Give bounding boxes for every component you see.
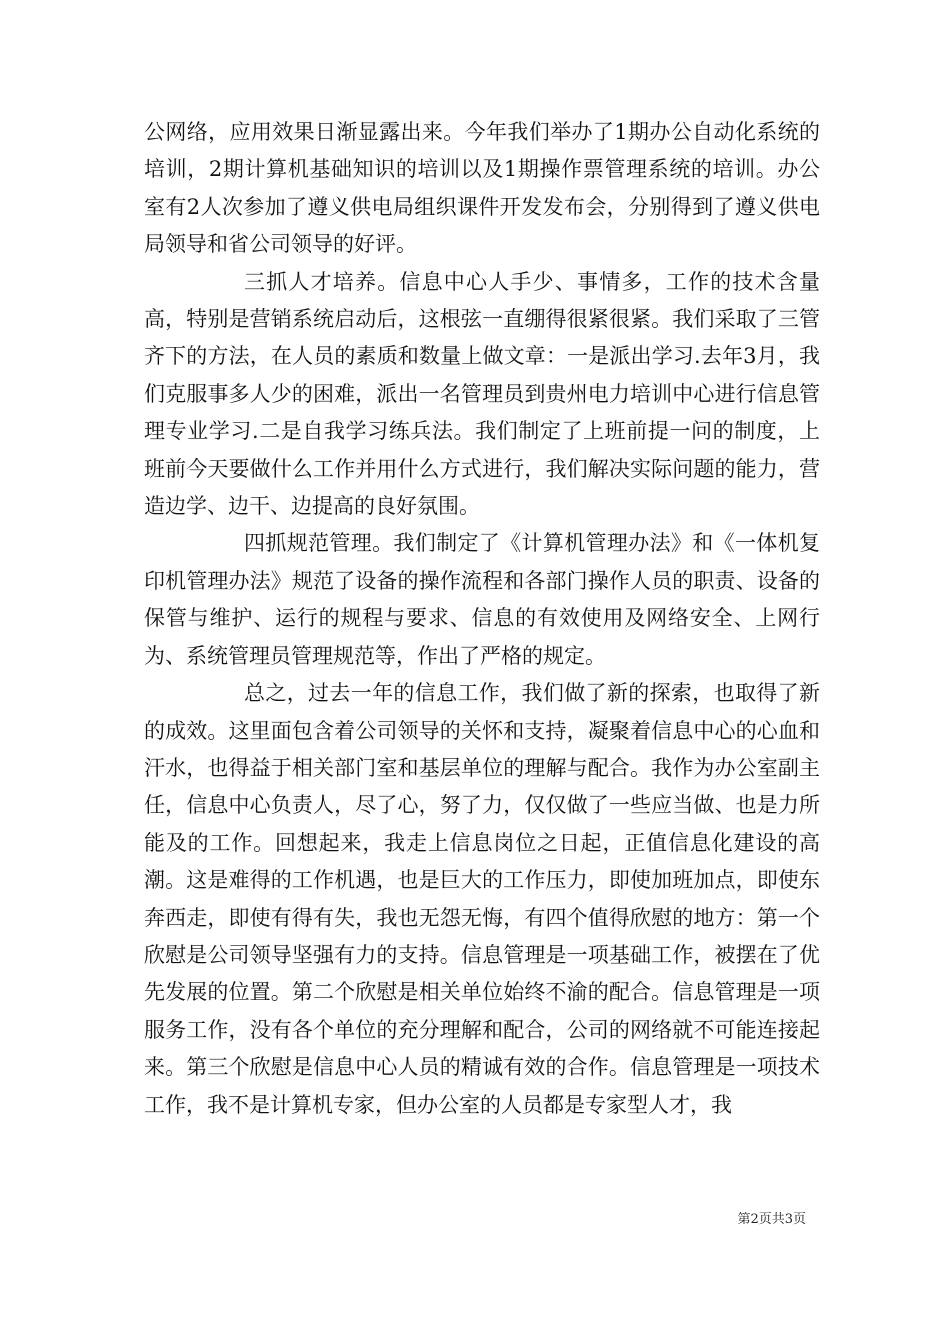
- paragraph-standard-management: 四抓规范管理。我们制定了《计算机管理办法》和《一体机复印机管理办法》规范了设备的操作流程和各部门操作人员的职责、设备的保管与维护、运行的规程与要求、信息的有效使用及网络安全、上网行为、系统管理员管理规范等，作出了严格的规定。: [144, 531, 820, 668]
- paragraph-summary: 总之，过去一年的信息工作，我们做了新的探索，也取得了新的成效。这里面包含着公司领导的关怀和支持，凝聚着信息中心的心血和汗水，也得益于相关部门室和基层单位的理解与配合。我作为办公室副主任，信息中心负责人，尽了心，努了力，仅仅做了一些应当做、也是力所能及的工作。回想起来，我走上信息岗位之日起，正值信息化建设的高潮。这是难得的工作机遇，也是巨大的工作压力，即使加班加点，即使东奔西走，即使有得有失，我也无怨无悔，有四个值得欣慰的地方：第一个欣慰是公司领导坚强有力的支持。信息管理是一项基础工作，被摆在了优先发展的位置。第二个欣慰是相关单位始终不渝的配合。信息管理是一项服务工作，没有各个单位的充分理解和配合，公司的网络就不可能连接起来。第三个欣慰是信息中心人员的精诚有效的合作。信息管理是一项技术工作，我不是计算机专家，但办公室的人员都是专家型人才，我: [144, 681, 820, 1117]
- paragraph-talent-training: 三抓人才培养。信息中心人手少、事情多，工作的技术含量高，特别是营销系统启动后，这根弦一直绷得很紧很紧。我们采取了三管齐下的方法，在人员的素质和数量上做文章：一是派出学习.去年3月，我们克服事多人少的困难，派出一名管理员到贵州电力培训中心进行信息管理专业学习.二是自我学习练兵法。我们制定了上班前提一问的制度，上班前今天要做什么工作并用什么方式进行，我们解决实际问题的能力，营造边学、边干、边提高的良好氛围。: [144, 269, 820, 519]
- page-number-footer: 第2页共3页: [737, 1212, 806, 1227]
- document-body: [144, 114, 820, 1124]
- paragraph-1: 公网络，应用效果日渐显露出来。今年我们举办了1期办公自动化系统的培训，2期计算机基础知识的培训以及1期操作票管理系统的培训。办公室有2人次参加了遵义供电局组织课件开发发布会，分别得到了遵义供电局领导和省公司领导的好评。: [144, 120, 820, 257]
